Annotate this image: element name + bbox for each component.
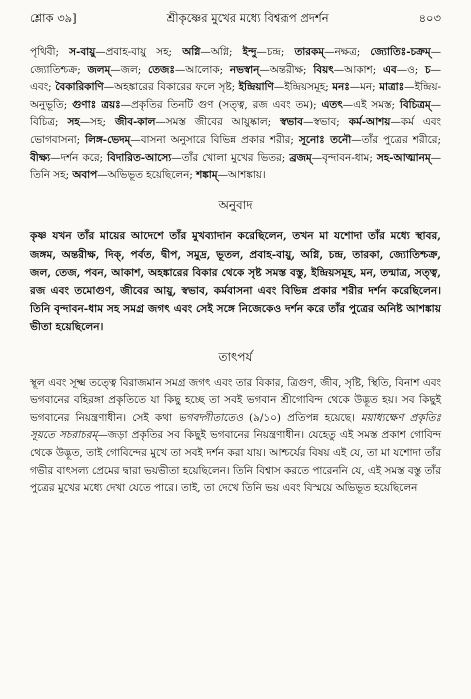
synonym-gloss: —জ্যোতিশ্চক্র; <box>30 46 441 76</box>
synonym-term: বৈকারিকাণি <box>55 81 104 94</box>
synonym-term: লিঙ্গ-ভেদম্ <box>85 133 131 146</box>
synonym-gloss: —সমস্ত জীবের আয়ুষ্কাল; <box>155 116 281 129</box>
synonym-gloss: —এই সমস্ত; <box>342 98 400 111</box>
running-title: শ্রীকৃষ্ণের মুখের মধ্যে বিশ্বরূপ প্রদর্শন <box>166 11 329 25</box>
synonym-gloss: —আকাশ; <box>333 63 383 76</box>
synonym-term: মাত্রাঃ <box>379 81 405 94</box>
synonym-term: এতৎ <box>321 98 343 111</box>
synonym-gloss: —অহঙ্কারের বিকারের ফলে সৃষ্ট; <box>103 81 239 94</box>
purport-part-3: —জড়া প্রকৃতির সব কিছুই ভগবানের নিয়ন্ত্রণাধীন। যেহেতু এই সমস্ত প্রকাশ গোবিন্দ থেকে উদ্ভূত, তাই গোবিন্দের মুখে তা সবই দর্শন করা যায়। আশ্চর্যের বিষয় এই যে, তা মা যশোদা তাঁর গভীর বাৎসল্য প্রেমের দ্বারা ভয়ভীতা হয়েছিলেন। তিনি বিশ্বাস করতে পারেননি যে, এই সমস্ত বস্তু তাঁর পুত্রের মুখের মধ্যে দেখা যেতে পারে। তাই, তা দেখে তিনি ভয় এবং বিস্ময়ে অভিভূত হয়েছিলেন <box>30 429 441 495</box>
synonym-gloss: —মন; <box>349 81 380 94</box>
synonym-gloss: —ইন্দ্রিয়-অনুভূতি; <box>30 81 441 111</box>
synonym-term: ইন্দ্রিয়াণি <box>238 81 274 94</box>
page-number: ৪০৩ <box>418 11 441 25</box>
synonym-term: শঙ্কাম্ <box>196 169 218 182</box>
synonym-gloss: —ও; <box>396 63 426 76</box>
synonym-term: স্বভাব <box>280 116 303 129</box>
synonym-gloss: —আলোক; <box>174 63 230 76</box>
synonym-term: অবাপ <box>72 169 98 182</box>
purport-part-2: (৯/১০) প্রতিপন্ন হয়েছে। <box>242 411 361 424</box>
synonym-term: সূনোঃ তনৌ <box>298 133 352 146</box>
synonym-gloss: —আশঙ্কায়। <box>217 169 266 182</box>
synonym-term: ব্রজম্ <box>289 151 312 164</box>
synonym-term: গুণাঃ ত্রয়ঃ <box>72 98 121 111</box>
synonym-gloss: —প্রবাহ-বায়ু সহ; <box>95 46 183 58</box>
synonym-gloss: —অগ্নি; <box>200 46 243 58</box>
synonym-gloss: —দর্শন করে; <box>50 151 108 164</box>
page-header <box>30 10 441 30</box>
purport-text <box>30 375 441 498</box>
synonym-term: স-বায়ু <box>69 46 96 58</box>
synonym-gloss: —তিনি সহ; <box>30 151 441 182</box>
synonym-term: জলম্ <box>87 63 111 76</box>
purport-heading: তাৎপর্য <box>218 349 253 364</box>
synonym-gloss: —কর্ম এবং ভোগবাসনা; <box>30 116 441 146</box>
synonym-term: অগ্নি <box>182 46 201 58</box>
synonym-gloss: —বৃন্দাবন-ধাম; <box>311 151 377 164</box>
synonym-gloss: পৃথিবী; <box>30 46 70 58</box>
synonym-term: এব <box>383 63 397 76</box>
synonym-gloss: —ইন্দ্রিয়সমূহ; <box>273 81 333 94</box>
synonym-term: বিচিত্রম্ <box>399 98 431 111</box>
synonym-term: মনঃ <box>332 81 350 94</box>
synonym-term: বিয়ৎ <box>313 63 334 76</box>
synonym-term: বীক্ষ্য <box>30 151 51 164</box>
synonym-gloss: —নক্ষত্র; <box>324 46 371 58</box>
synonym-gloss: —বিচিত্র; <box>30 98 441 129</box>
synonym-gloss: —তাঁর পুত্রের শরীরে; <box>351 133 442 146</box>
translation-heading: অনুবাদ <box>218 197 253 212</box>
purport-italic-gita: ভগবদ্গীতাতেও <box>178 411 243 424</box>
synonym-term: ইন্দু <box>242 46 257 58</box>
synonym-term: সহ <box>67 116 80 129</box>
synonym-term: নভস্বান্ <box>229 63 260 76</box>
purport-italic-sanskrit-quote: ময়াধ্যক্ষেণ প্রকৃতিঃ সূয়তে সচরাচরম্ <box>30 411 442 442</box>
synonym-term: বিদারিত-আস্যে <box>107 151 172 164</box>
synonym-term: তারকম্ <box>294 46 325 58</box>
synonym-term: কর্ম-আশয় <box>348 116 391 129</box>
synonym-gloss: —অন্তরীক্ষ; <box>259 63 314 76</box>
verse-reference: শ্লোক ৩৯] <box>30 11 77 25</box>
synonym-term: চ <box>425 63 431 76</box>
synonym-gloss: —স্বভাব; <box>302 116 349 129</box>
synonym-gloss: —প্রকৃতির তিনটি গুণ (সত্ত্ব, রজ এবং তম); <box>120 98 322 111</box>
synonym-term: জ্যোতিঃ-চক্রম্ <box>370 46 431 58</box>
translation-text: কৃষ্ণ যখন তাঁর মায়ের আদেশে তাঁর মুখব্যাদান করেছিলেন, তখন মা যশোদা তাঁর মধ্যে স্থাবর, জঙ্গম, অন্তরীক্ষ, দিক্, পর্বত, দ্বীপ, সমুদ্র, ভূতল, প্রবাহ-বায়ু, অগ্নি, চন্দ্র, তারকা, জ্যোতিশ্চক্র, জল, তেজ, পবন, আকাশ, অহঙ্কারের বিকার থেকে সৃষ্ট সমস্ত বস্তু, ইন্দ্রিয়সমূহ, মন, তন্মাত্র, সত্ত্ব, রজ এবং তমোগুণ, জীবের আয়ু, স্বভাব, কর্মবাসনা এবং বিভিন্ন প্রকার শরীর দর্শন করেছিলেন। তিনি বৃন্দাবন-ধাম সহ সমগ্র জগৎ এবং সেই সঙ্গে নিজেকেও দর্শন করে তাঁর পুত্রের অনিষ্ট আশঙ্কায় ভীতা হয়েছিলেন। <box>30 230 441 334</box>
word-for-word-synonyms <box>30 44 441 185</box>
synonym-gloss: —এবং; <box>30 63 442 94</box>
synonym-term: সহ-আত্মানম্ <box>376 151 431 164</box>
synonym-gloss: —অভিভূত হয়েছিলেন; <box>97 169 197 182</box>
synonym-gloss: —তাঁর খোলা মুখের ভিতর; <box>171 151 290 164</box>
synonym-gloss: —সহ; <box>79 116 115 129</box>
synonym-gloss: —চন্দ্র; <box>256 46 295 58</box>
synonym-gloss: —জল; <box>110 63 149 76</box>
synonym-term: জীব-কাল <box>114 116 156 129</box>
purport-part-1: স্থূল এবং সূক্ষ্ম তত্ত্বে বিরাজমান সমগ্র জগৎ এবং তার বিকার, ত্রিগুণ, জীব, সৃষ্টি, স্থিতি, বিনাশ এবং ভগবানের বহিরঙ্গা প্রকৃতিতে যা কিছু হচ্ছে তা সবই ভগবান শ্রীগোবিন্দ থেকে উদ্ভূত হয়। সব কিছুই ভগবানের নিয়ন্ত্রণাধীন। সেই কথা <box>30 376 441 424</box>
synonym-gloss: —বাসনা অনুসারে বিভিন্ন প্রকার শরীর; <box>130 133 299 146</box>
synonym-term: তেজঃ <box>148 63 175 76</box>
